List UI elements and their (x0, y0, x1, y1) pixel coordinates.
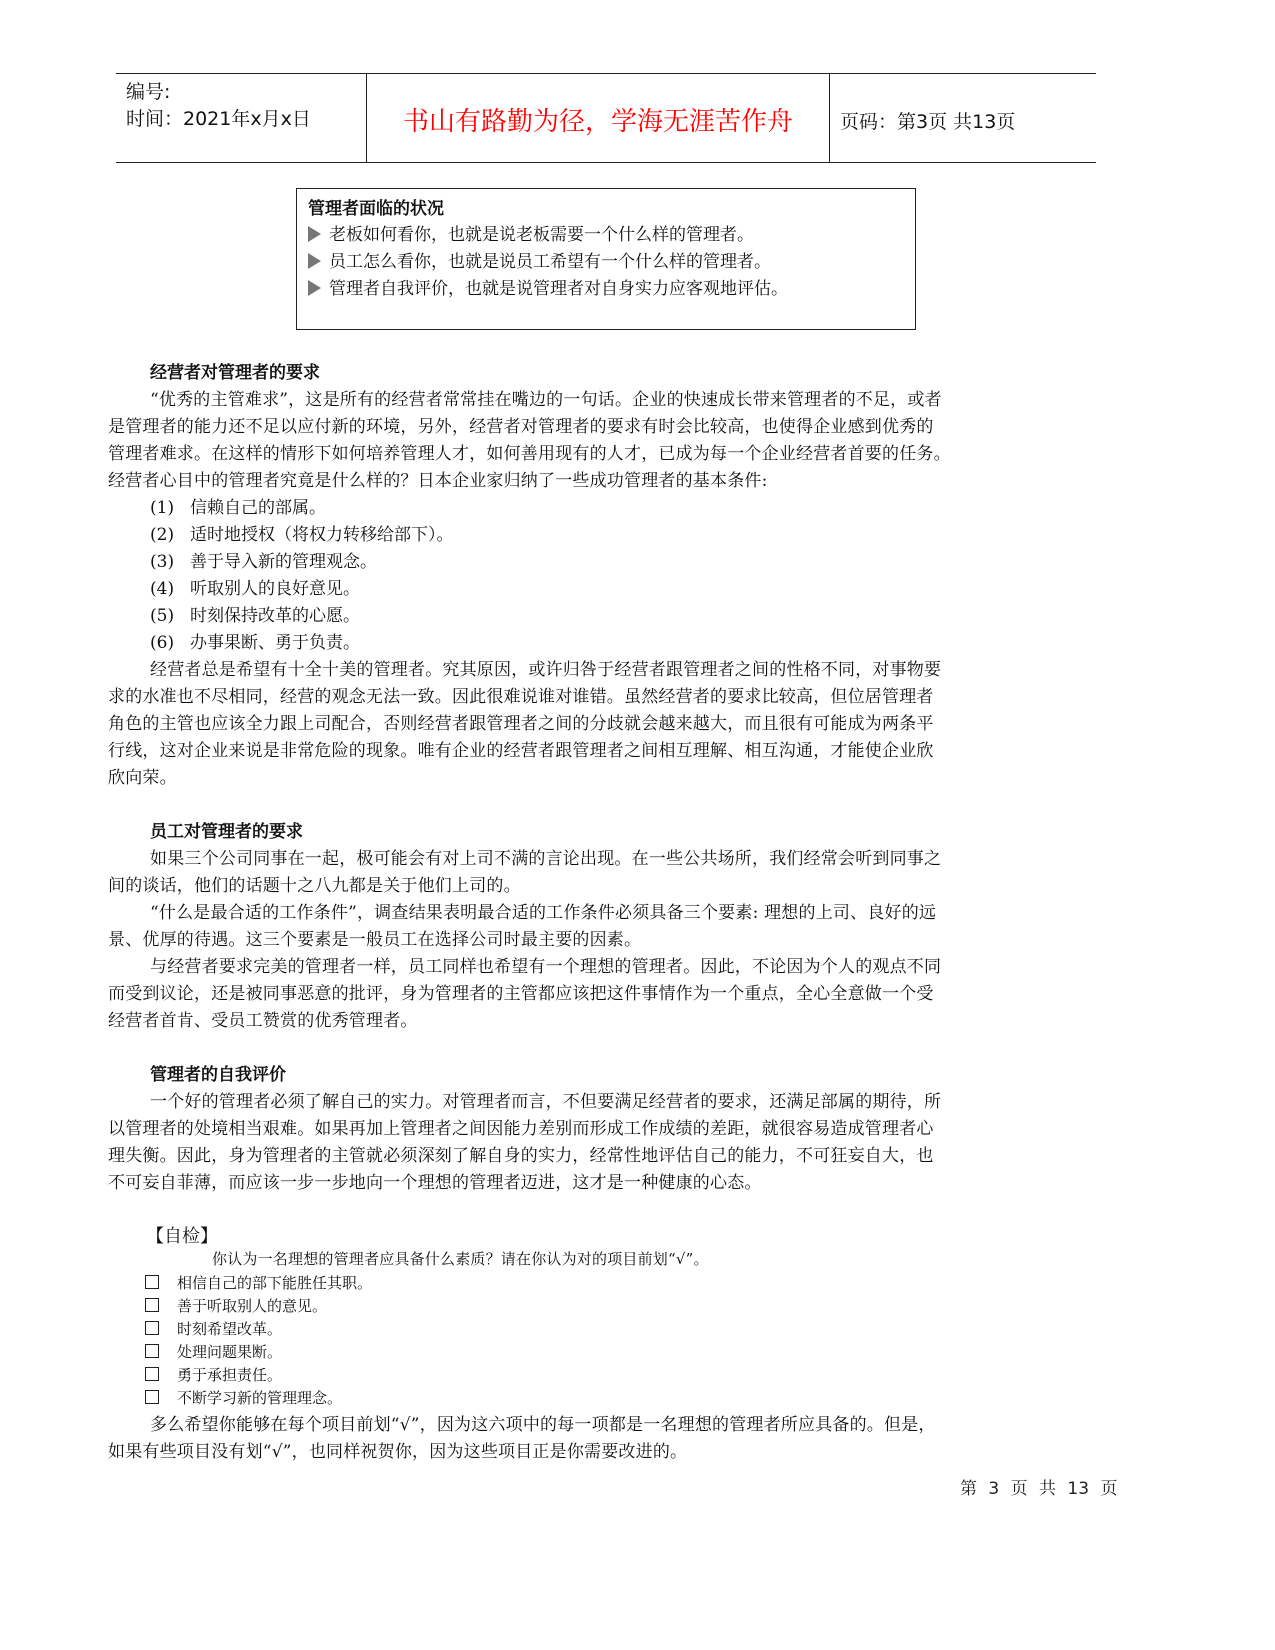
selfcheck-heading: 【自检】 (146, 1226, 218, 1247)
document-time-label: 时间：2021年x月x日 (126, 108, 311, 130)
paragraph-line: 一个好的管理者必须了解自己的实力。对管理者而言，不但要满足经营者的要求，还满足部属的期待，所 (150, 1092, 942, 1112)
header-motto: 书山有路勤为径，学海无涯苦作舟 (402, 107, 793, 137)
paragraph-line: 理失衡。因此，身为管理者的主管就必须深刻了解自身的实力，经常性地评估自己的能力，不可狂妄自大，也 (108, 1146, 934, 1166)
selfcheck-item-text: 时刻希望改革。 (177, 1320, 283, 1338)
paragraph-line: 行线，这对企业来说是非常危险的现象。唯有企业的经营者跟管理者之间相互理解、相互沟通，才能使企业欣 (108, 741, 934, 761)
selfcheck-item-text: 善于听取别人的意见。 (177, 1297, 328, 1315)
paragraph-line: 以管理者的处境相当艰难。如果再加上管理者之间因能力差别而形成工作成绩的差距，就很容易造成管理者心 (108, 1119, 934, 1139)
triangle-bullet-icon (308, 226, 321, 242)
condition-number: (5) (150, 606, 175, 626)
paragraph-line: 间的谈话，他们的话题十之八九都是关于他们上司的。 (108, 876, 521, 896)
paragraph-line: 如果三个公司同事在一起，极可能会有对上司不满的言论出现。在一些公共场所，我们经常会听到同事之 (150, 849, 942, 869)
condition-text: 时刻保持改革的心愿。 (190, 606, 360, 626)
selfcheck-item[interactable] (145, 1272, 372, 1293)
situation-item (308, 220, 754, 245)
condition-item (150, 493, 326, 518)
paragraph-line: 不可妄自菲薄，而应该一步一步地向一个理想的管理者迈进，这才是一种健康的心态。 (108, 1173, 762, 1193)
selfcheck-item-text: 勇于承担责任。 (177, 1366, 283, 1384)
checkbox[interactable] (145, 1321, 159, 1335)
paragraph-line: 经营者总是希望有十全十美的管理者。究其原因，或许归咎于经营者跟管理者之间的性格不同，对事物要 (150, 660, 942, 680)
paragraph-line: 是管理者的能力还不足以应付新的环境，另外，经营者对管理者的要求有时会比较高，也使得企业感到优秀的 (108, 417, 934, 437)
paragraph-line: “优秀的主管难求”，这是所有的经营者常常挂在嘴边的一句话。企业的快速成长带来管理者的不足，或者 (150, 390, 942, 410)
paragraph-line: 经营者心目中的管理者究竟是什么样的？日本企业家归纳了一些成功管理者的基本条件: (108, 471, 768, 491)
situation-item-text: 管理者自我评价，也就是说管理者对自身实力应客观地评估。 (329, 279, 788, 299)
section-heading-self-evaluation: 管理者的自我评价 (150, 1065, 286, 1085)
selfcheck-item-text: 处理问题果断。 (177, 1343, 283, 1361)
triangle-bullet-icon (308, 253, 321, 269)
checkbox[interactable] (145, 1298, 159, 1312)
situation-box (296, 188, 916, 330)
header-page-number: 页码：第3页 共13页 (840, 111, 1016, 133)
condition-text: 信赖自己的部属。 (190, 498, 326, 518)
document-header (116, 73, 1096, 163)
selfcheck-item[interactable] (145, 1318, 282, 1339)
checkbox[interactable] (145, 1390, 159, 1404)
header-left-cell (116, 74, 366, 162)
condition-number: (2) (150, 525, 175, 545)
paragraph-line: 管理者难求。在这样的情形下如何培养管理人才，如何善用现有的人才，已成为每一个企业经营者首要的任务。 (108, 444, 951, 464)
paragraph-line: 多么希望你能够在每个项目前划“√”，因为这六项中的每一项都是一名理想的管理者所应具备的。但是， (150, 1415, 936, 1435)
condition-text: 善于导入新的管理观念。 (190, 552, 377, 572)
selfcheck-item[interactable] (145, 1387, 342, 1408)
condition-number: (3) (150, 552, 175, 572)
header-motto-cell (366, 74, 830, 162)
paragraph-line: 如果有些项目没有划“√”，也同样祝贺你，因为这些项目正是你需要改进的。 (108, 1442, 688, 1462)
selfcheck-item-text: 相信自己的部下能胜任其职。 (177, 1274, 373, 1292)
document-number-label: 编号: (126, 81, 171, 103)
paragraph-line: 而受到议论，还是被同事恶意的批评，身为管理者的主管都应该把这件事情作为一个重点，全心全意做一个受 (108, 984, 934, 1004)
paragraph-line: 欣向荣。 (108, 768, 177, 788)
paragraph-line: 景、优厚的待遇。这三个要素是一般员工在选择公司时最主要的因素。 (108, 930, 642, 950)
condition-item (150, 601, 360, 626)
situation-item (308, 274, 788, 299)
selfcheck-item[interactable] (145, 1295, 327, 1316)
triangle-bullet-icon (308, 280, 321, 296)
paragraph-line: “什么是最合适的工作条件”，调查结果表明最合适的工作条件必须具备三个要素: 理想的上司、良好的远 (150, 903, 937, 923)
situation-item (308, 247, 771, 272)
selfcheck-item[interactable] (145, 1341, 282, 1362)
condition-text: 听取别人的良好意见。 (190, 579, 360, 599)
condition-item (150, 520, 454, 545)
condition-text: 适时地授权（将权力转移给部下）。 (190, 525, 454, 545)
page-footer-number: 第 3 页 共 13 页 (960, 1479, 1118, 1499)
condition-number: (1) (150, 498, 175, 518)
condition-item (150, 574, 360, 599)
condition-item (150, 547, 377, 572)
condition-number: (6) (150, 633, 175, 653)
checkbox[interactable] (145, 1344, 159, 1358)
paragraph-line: 与经营者要求完美的管理者一样，员工同样也希望有一个理想的管理者。因此，不论因为个人的观点不同 (150, 957, 942, 977)
situation-box-title: 管理者面临的状况 (308, 199, 444, 219)
checkbox[interactable] (145, 1275, 159, 1289)
section-heading-owner-requirements: 经营者对管理者的要求 (150, 363, 320, 383)
paragraph-line: 角色的主管也应该全力跟上司配合，否则经营者跟管理者之间的分歧就会越来越大，而且很有可能成为两条平 (108, 714, 934, 734)
selfcheck-question: 你认为一名理想的管理者应具备什么素质？请在你认为对的项目前划“√”。 (212, 1250, 709, 1268)
condition-number: (4) (150, 579, 175, 599)
situation-item-text: 老板如何看你，也就是说老板需要一个什么样的管理者。 (329, 225, 754, 245)
selfcheck-item[interactable] (145, 1364, 282, 1385)
situation-item-text: 员工怎么看你，也就是说员工希望有一个什么样的管理者。 (329, 252, 771, 272)
condition-item (150, 628, 360, 653)
header-right-cell (830, 74, 1096, 162)
paragraph-line: 经营者首肯、受员工赞赏的优秀管理者。 (108, 1011, 418, 1031)
selfcheck-item-text: 不断学习新的管理理念。 (177, 1389, 343, 1407)
condition-text: 办事果断、勇于负责。 (190, 633, 360, 653)
paragraph-line: 求的水准也不尽相同，经营的观念无法一致。因此很难说谁对谁错。虽然经营者的要求比较高，但位居管理者 (108, 687, 934, 707)
checkbox[interactable] (145, 1367, 159, 1381)
section-heading-employee-requirements: 员工对管理者的要求 (150, 822, 303, 842)
